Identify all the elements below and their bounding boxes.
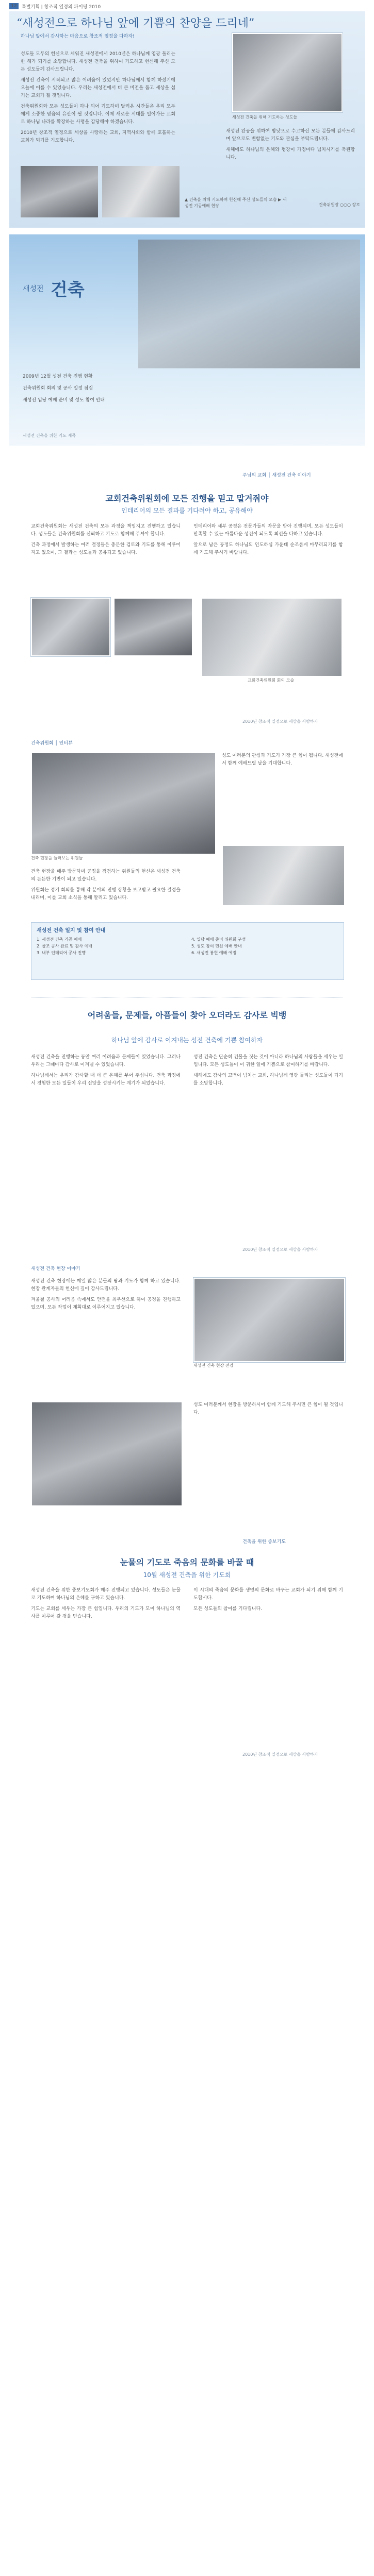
- paragraph: 새성전 건축을 위한 중보기도회가 매주 진행되고 있습니다. 성도들은 눈물로 기도하며 하나님의 은혜를 구하고 있습니다.: [31, 1588, 181, 1601]
- paragraph: 인테리어와 세부 공정은 전문가들의 자문을 받아 진행되며, 모든 성도들이 만족할 수 있는 아름다운 성전이 되도록 최선을 다하고 있습니다.: [193, 524, 343, 537]
- section-bullet: 건축위원회 회의 및 공사 일정 점검: [23, 386, 93, 391]
- info-box-item: 3. 내부 인테리어 공사 진행: [37, 951, 86, 955]
- article3-col2: [193, 1054, 343, 1088]
- article2-info-box: [31, 922, 344, 980]
- article1-col2: [193, 523, 343, 557]
- article1-title: 교회건축위원회에 모든 진행을 믿고 맡겨줘야: [105, 494, 269, 503]
- paragraph: 겨울철 공사의 어려움 속에서도 안전을 최우선으로 하여 공정을 진행하고 있으며, 모든 작업이 계획대로 이루어지고 있습니다.: [31, 1297, 181, 1310]
- info-box-item: 1. 새성전 건축 기공 예배: [37, 937, 82, 942]
- paragraph: 새성전 완공을 위하여 밤낮으로 수고하신 모든 분들께 감사드리며 앞으로도 변함없는 기도와 관심을 부탁드립니다.: [226, 129, 355, 142]
- article1-photo-1: [31, 598, 110, 656]
- paragraph: 성도들 모두의 헌신으로 세워진 새성전에서 2010년은 하나님께 영광 돌리는 한 해가 되기를 소망합니다. 새성전 건축을 위하여 기도하고 헌신해 주신 모든 성도들께 감사드립니다.: [21, 52, 175, 72]
- paragraph: 새성전 건축이 시작되고 많은 어려움이 있었지만 하나님께서 함께 하셨기에 오늘에 이를 수 있었습니다. 우리는 새성전에서 더 큰 비전을 품고 세상을 섬기는 교회가 될 것입니다.: [21, 78, 175, 98]
- paragraph: 건축위원회와 모든 성도들이 하나 되어 기도하며 달려온 시간들은 우리 모두에게 소중한 믿음의 유산이 될 것입니다. 이제 새로운 시대를 열어가는 교회로 하나님 나라를 확장하는 사명을 감당해야 하겠습니다.: [21, 104, 175, 125]
- article1-subtitle: 인테리어의 모든 결과를 기다려야 하고, 공유해야: [121, 507, 253, 514]
- article1-photo-3: [201, 598, 343, 677]
- article4-photo-bottom: [31, 1401, 183, 1506]
- section-label-small: 새성전: [23, 285, 44, 293]
- article1-tag: 주님의 교회 │ 새성전 건축 이야기: [242, 473, 311, 478]
- feature-body-col1: [21, 50, 175, 145]
- paragraph: 모든 성도들의 참여를 기다립니다.: [193, 1606, 263, 1612]
- page-number-badge: 12: [9, 3, 19, 9]
- paragraph: 하나님께서는 우리가 감사할 때 더 큰 은혜를 부어 주십니다. 건축 과정에서 경험한 모든 일들이 우리 신앙을 성장시키는 계기가 되었습니다.: [31, 1073, 181, 1086]
- feature-bottom-caption: ▲ 건축을 위해 기도하며 헌신해 주신 성도들의 모습 ▶ 새성전 기공예배 현장: [185, 197, 287, 208]
- article1-photo-2: [113, 598, 193, 656]
- paragraph: 성도 여러분께서 현장을 방문하시어 함께 기도해 주시면 큰 힘이 될 것입니다.: [193, 1402, 343, 1415]
- info-box-title: 새성전 건축 일지 및 참여 안내: [37, 928, 106, 934]
- paragraph: 이 시대의 죽음의 문화를 생명의 문화로 바꾸는 교회가 되기 위해 함께 기도합시다.: [193, 1588, 343, 1601]
- article2-col1: [31, 868, 181, 902]
- article4-col1: [31, 1278, 181, 1312]
- feature-photo-caption: 새성전 건축을 위해 기도하는 성도들: [232, 115, 298, 120]
- page-header: [0, 0, 374, 11]
- feature-quote-title: “새성전으로 하나님 앞에 기쁨의 찬양을 드리네”: [17, 17, 255, 30]
- building-photo: [138, 240, 360, 368]
- feature-photo-top: [232, 33, 343, 112]
- paragraph: 위원회는 정기 회의를 통해 각 분야의 진행 상황을 보고받고 필요한 결정을 내리며, 이를 교회 소식을 통해 알리고 있습니다.: [31, 888, 181, 901]
- article3-footer: 2010년 창조적 열정으로 세상을 사랑하자: [242, 1247, 318, 1252]
- paragraph: 2010년 창조적 열정으로 세상을 사랑하는 교회, 지역사회와 함께 호흡하는 교회가 되기를 기도합니다.: [21, 130, 175, 143]
- feature-signature: 건축위원장 ○○○ 장로: [318, 202, 360, 207]
- article2-photo-caption: 건축 현장을 둘러보는 위원들: [31, 856, 83, 860]
- info-box-item: 4. 입당 예배 준비 위원회 구성: [191, 937, 246, 942]
- section-label-big: 건축: [51, 280, 85, 300]
- section-bullets: [23, 374, 177, 404]
- info-box-item: 2. 골조 공사 완료 및 감사 예배: [37, 944, 92, 948]
- article2-tag: 건축위원회 │ 인터뷰: [31, 741, 73, 746]
- info-box-item: 6. 새성전 봉헌 예배 예정: [191, 951, 237, 955]
- running-title: 특별기획 | 창조적 열정의 파이팅 2010: [22, 5, 101, 10]
- article5-subtitle: 10월 새성전 건축을 위한 기도회: [143, 1571, 231, 1579]
- article1-footer: 2010년 창조적 열정으로 세상을 사랑하자: [242, 719, 318, 724]
- feature-panel: [9, 11, 365, 228]
- paragraph: 건축 현장을 매주 방문하며 공정을 점검하는 위원들의 헌신은 새성전 건축의 든든한 기반이 되고 있습니다.: [31, 869, 181, 882]
- article5-col1: [31, 1587, 181, 1621]
- section-bullet: 2009년 12월 성전 건축 진행 현황: [23, 374, 93, 379]
- section-footer: 새성전 건축을 위한 기도 제목: [23, 433, 76, 438]
- paragraph: 새해에도 감사의 고백이 넘치는 교회, 하나님께 영광 돌리는 성도들이 되기를 소망합니다.: [193, 1073, 343, 1086]
- paragraph: 성도 여러분의 관심과 기도가 가장 큰 힘이 됩니다. 새성전에서 함께 예배드릴 날을 기대합니다.: [222, 753, 343, 766]
- paragraph: 교회건축위원회는 새성전 건축의 모든 과정을 책임지고 진행하고 있습니다. 성도들은 건축위원회를 신뢰하고 기도로 함께해 주셔야 합니다.: [31, 524, 181, 537]
- feature-body-col2: [226, 128, 355, 162]
- article4-tag: 새성전 건축 현장 이야기: [31, 1266, 80, 1272]
- article4-photo-top: [193, 1278, 345, 1362]
- info-box-col2: [191, 936, 336, 956]
- article5-tag: 건축을 위한 중보기도: [242, 1539, 286, 1545]
- article2-col2: [222, 752, 343, 768]
- feature-lead: 하나님 앞에서 감사하는 마음으로 창조적 열정을 다하자!: [21, 34, 135, 39]
- article5-footer: 2010년 창조적 열정으로 세상을 사랑하자: [242, 1752, 318, 1757]
- paragraph: 새해에도 하나님의 은혜와 평강이 가정마다 넘치시기를 축원합니다.: [226, 147, 355, 160]
- article1-photo-caption: 교회건축위원회 회의 모습: [247, 678, 295, 683]
- paragraph: 새성전 건축을 진행하는 동안 여러 어려움과 문제들이 있었습니다. 그러나 우리는 그때마다 감사로 이겨낼 수 있었습니다.: [31, 1055, 181, 1067]
- article5-col2: [193, 1587, 343, 1613]
- article1-col1: [31, 523, 181, 557]
- section-bullet: 새성전 입당 예배 준비 및 성도 참여 안내: [23, 398, 105, 403]
- article2-photo-side: [222, 845, 345, 906]
- info-box-item: 5. 성도 참여 헌신 예배 안내: [191, 944, 242, 948]
- paragraph: 앞으로 남은 공정도 하나님의 인도하심 가운데 순조롭게 마무리되기를 함께 기도해 주시기 바랍니다.: [193, 543, 343, 555]
- article3-title: 어려움들, 문제들, 아픔들이 찾아 오더라도 감사로 빅뱅: [87, 1010, 287, 1020]
- section-opener-panel: [9, 234, 365, 446]
- paragraph: 건축 과정에서 발생하는 여러 결정들은 충분한 검토와 기도를 통해 이루어지고 있으며, 그 결과는 성도들과 공유되고 있습니다.: [31, 543, 181, 555]
- paragraph: 기도는 교회를 세우는 가장 큰 힘입니다. 우리의 기도가 모여 하나님의 역사를 이루어 갈 것을 믿습니다.: [31, 1606, 181, 1619]
- feature-photo-left: [21, 166, 98, 217]
- article3-subtitle: 하나님 앞에 감사로 이겨내는 성전 건축에 기쁨 참여하자: [111, 1037, 263, 1044]
- article2-photo-main: [31, 752, 216, 855]
- article4-photo-caption: 새성전 건축 현장 전경: [193, 1363, 234, 1368]
- paragraph: 새성전 건축 현장에는 매일 많은 분들의 땀과 기도가 함께 하고 있습니다. 현장 관계자들의 헌신에 깊이 감사드립니다.: [31, 1279, 181, 1292]
- article5-title: 눈물의 기도로 죽음의 문화를 바꿀 때: [120, 1557, 254, 1567]
- paragraph: 성전 건축은 단순히 건물을 짓는 것이 아니라 하나님의 사람들을 세우는 일입니다. 모든 성도들이 이 귀한 일에 기쁨으로 참여하기를 바랍니다.: [193, 1055, 343, 1067]
- info-box-col1: [37, 936, 181, 956]
- feature-photo-mid: [102, 166, 180, 217]
- article4-col2: [193, 1401, 343, 1417]
- article3-col1: [31, 1054, 181, 1088]
